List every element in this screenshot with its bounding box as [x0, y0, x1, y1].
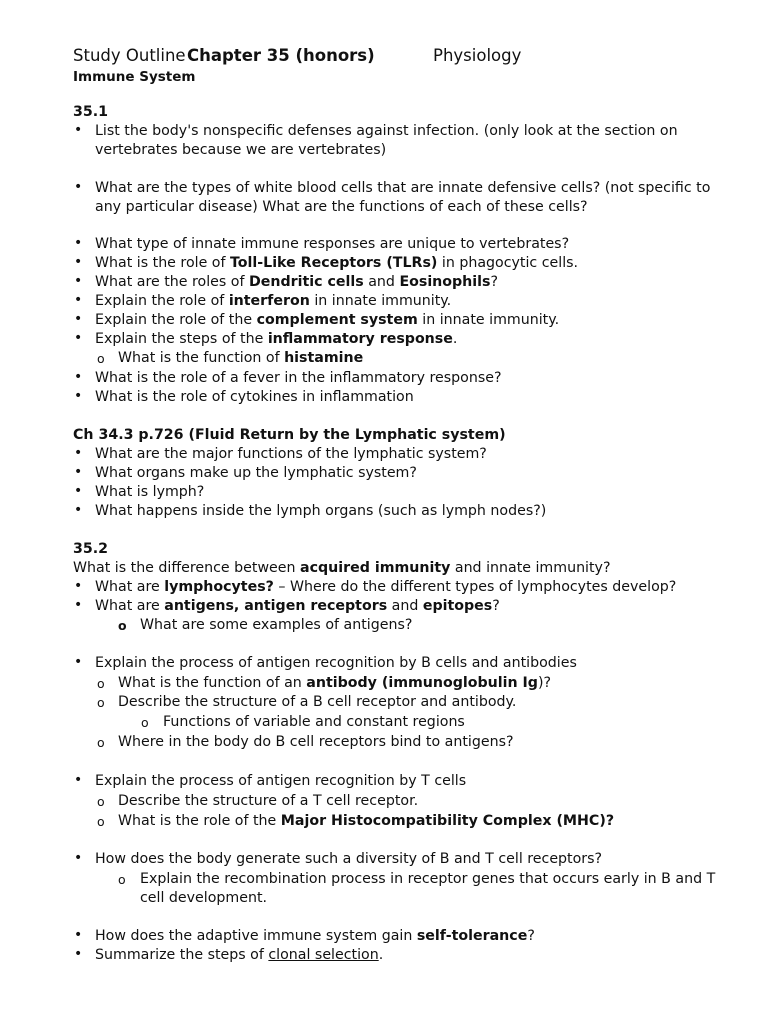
bullet-icon: •: [74, 927, 83, 943]
bullet-icon: •: [74, 292, 83, 308]
sub-bullet-icon: o: [97, 351, 105, 366]
bullet-icon: •: [74, 122, 83, 138]
bullet-icon: •: [74, 330, 83, 346]
sub-bullet-icon: o: [118, 872, 126, 887]
bullet-icon: •: [74, 464, 83, 480]
sub-list-item: What are some examples of antigens?: [140, 617, 413, 633]
bullet-icon: •: [74, 654, 83, 670]
sub-bullet-icon: o: [97, 814, 105, 829]
bullet-icon: •: [74, 445, 83, 461]
sub-bullet-icon: o: [97, 676, 105, 691]
list-item: Explain the role of the complement system in innate immunity.: [95, 312, 560, 328]
list-item: What is the role of cytokines in inflammation: [95, 389, 414, 405]
list-item: List the body's nonspecific defenses against infection. (only look at the section on: [95, 123, 678, 139]
list-item: Summarize the steps of clonal selection.: [95, 947, 384, 963]
sub-bullet-icon: o: [97, 695, 105, 710]
bullet-icon: •: [74, 235, 83, 251]
header-left: Study Outline: [73, 46, 186, 65]
list-item: What are lymphocytes? – Where do the different types of lymphocytes develop?: [95, 579, 677, 595]
bullet-icon: •: [74, 311, 83, 327]
list-item-cont: vertebrates because we are vertebrates): [95, 142, 387, 158]
bullet-icon: •: [74, 369, 83, 385]
list-item: Explain the role of interferon in innate immunity.: [95, 293, 452, 309]
list-item: What is the role of a fever in the inflammatory response?: [95, 370, 502, 386]
header-chapter: Chapter 35 (honors): [187, 46, 375, 65]
sub-list-item: What is the function of histamine: [118, 350, 364, 366]
bullet-icon: •: [74, 850, 83, 866]
sub-list-item: What is the function of an antibody (immunoglobulin Ig)?: [118, 675, 552, 691]
list-item: What happens inside the lymph organs (such as lymph nodes?): [95, 503, 547, 519]
list-item: What are antigens, antigen receptors and epitopes?: [95, 598, 500, 614]
list-item-cont: any particular disease) What are the functions of each of these cells?: [95, 199, 588, 215]
list-item: What are the roles of Dendritic cells and Eosinophils?: [95, 274, 498, 290]
sub-sub-bullet-icon: o: [141, 715, 149, 730]
sub-list-item: Describe the structure of a T cell receptor.: [118, 793, 419, 809]
bullet-icon: •: [74, 179, 83, 195]
list-item: Explain the steps of the inflammatory response.: [95, 331, 458, 347]
bullet-icon: •: [74, 388, 83, 404]
bullet-icon: •: [74, 273, 83, 289]
bullet-icon: •: [74, 946, 83, 962]
bullet-icon: •: [74, 578, 83, 594]
header-subtitle: Immune System: [73, 69, 196, 85]
list-item: Explain the process of antigen recognition by T cells: [95, 773, 467, 789]
sub-list-item: Describe the structure of a B cell receptor and antibody.: [118, 694, 517, 710]
bullet-icon: •: [74, 772, 83, 788]
intro-question: What is the difference between acquired immunity and innate immunity?: [73, 560, 611, 576]
heading-35-1: 35.1: [73, 104, 109, 120]
sub-sub-list-item: Functions of variable and constant regions: [163, 714, 465, 730]
bullet-icon: •: [74, 597, 83, 613]
sub-bullet-icon: o: [97, 735, 105, 750]
heading-35-2: 35.2: [73, 541, 109, 557]
sub-list-item-cont: cell development.: [140, 890, 268, 906]
list-item: What is the role of Toll-Like Receptors (TLRs) in phagocytic cells.: [95, 255, 579, 271]
list-item: How does the adaptive immune system gain self-tolerance?: [95, 928, 535, 944]
bullet-icon: •: [74, 483, 83, 499]
sub-bullet-icon: o: [118, 618, 127, 633]
header-subject: Physiology: [433, 46, 522, 65]
list-item: What is lymph?: [95, 484, 205, 500]
list-item: What type of innate immune responses are unique to vertebrates?: [95, 236, 570, 252]
list-item: What are the major functions of the lymphatic system?: [95, 446, 487, 462]
sub-bullet-icon: o: [97, 794, 105, 809]
bullet-icon: •: [74, 254, 83, 270]
heading-lymphatic: Ch 34.3 p.726 (Fluid Return by the Lymphatic system): [73, 427, 506, 443]
sub-list-item: What is the role of the Major Histocompatibility Complex (MHC)?: [118, 813, 615, 829]
sub-list-item: Explain the recombination process in receptor genes that occurs early in B and T: [140, 871, 716, 887]
list-item: How does the body generate such a diversity of B and T cell receptors?: [95, 851, 603, 867]
sub-list-item: Where in the body do B cell receptors bind to antigens?: [118, 734, 514, 750]
list-item: What are the types of white blood cells that are innate defensive cells? (not specific to: [95, 180, 711, 196]
list-item: What organs make up the lymphatic system?: [95, 465, 417, 481]
bullet-icon: •: [74, 502, 83, 518]
list-item: Explain the process of antigen recognition by B cells and antibodies: [95, 655, 577, 671]
